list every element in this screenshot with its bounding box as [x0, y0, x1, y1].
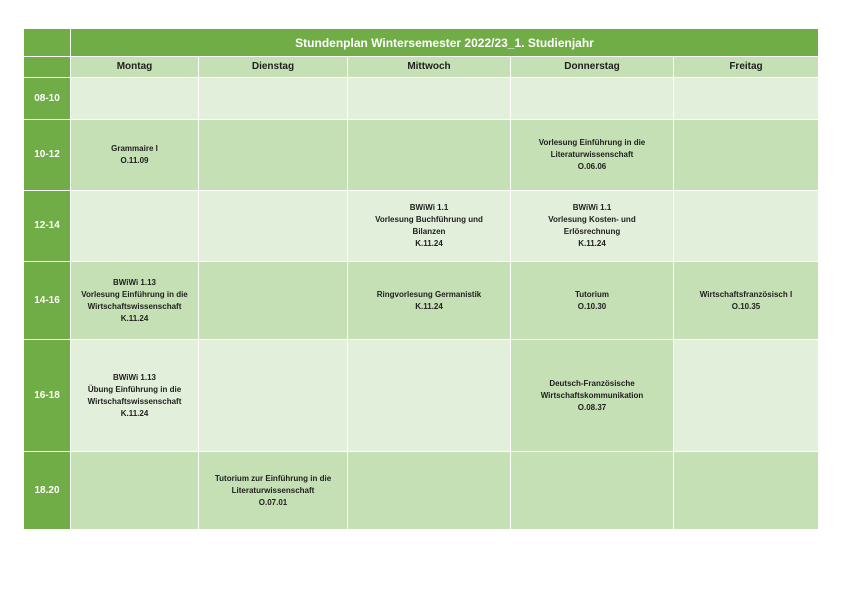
schedule-cell	[199, 262, 348, 340]
schedule-cell	[674, 120, 819, 191]
course-line: BWiWi 1.1	[409, 203, 449, 212]
schedule-cell	[674, 262, 819, 340]
course-line: O.10.30	[577, 301, 607, 311]
schedule-cell	[348, 262, 511, 340]
course-line: Literaturwissenschaft	[231, 485, 315, 495]
timetable-title: Stundenplan Wintersemester 2022/23_1. Studienjahr	[71, 29, 819, 57]
schedule-cell	[71, 120, 199, 191]
schedule-cell	[348, 452, 511, 530]
course-line: Wirtschaftswissenschaft	[87, 301, 182, 311]
course-line: BWiWi 1.13	[113, 277, 156, 287]
course-line: K.11.24	[578, 239, 606, 248]
schedule-cell	[674, 340, 819, 452]
course-line: Erlösrechnung	[563, 227, 621, 236]
course-line: K.11.24	[415, 301, 443, 311]
course-line: K.11.24	[120, 313, 149, 323]
schedule-cell	[511, 120, 674, 191]
course-line: BWiWi 1.13	[113, 372, 156, 382]
course-line: O.10.35	[731, 301, 761, 311]
schedule-cell	[674, 191, 819, 262]
schedule-cell	[71, 191, 199, 262]
course-line: Wirtschaftskommunikation	[540, 390, 644, 400]
time-slot: 16-18	[24, 340, 71, 452]
schedule-cell	[348, 191, 511, 262]
time-slot: 10-12	[24, 120, 71, 191]
course-line: Wirtschaftswissenschaft	[87, 396, 182, 406]
corner-cell	[24, 29, 71, 57]
course-line: Ringvorlesung Germanistik	[376, 289, 482, 299]
course-line: Vorlesung Buchführung und	[375, 215, 483, 224]
course-line: Tutorium	[574, 289, 610, 299]
course-line: O.06.06	[577, 162, 607, 171]
day-header-tuesday: Dienstag	[199, 57, 348, 78]
schedule-cell	[511, 340, 674, 452]
course-line: Grammaire I	[111, 144, 158, 153]
course-line: K.11.24	[120, 408, 149, 418]
schedule-cell	[674, 452, 819, 530]
time-slot: 12-14	[24, 191, 71, 262]
schedule-cell	[199, 191, 348, 262]
course-line: Bilanzen	[412, 227, 446, 236]
schedule-cell	[199, 340, 348, 452]
schedule-cell	[71, 78, 199, 120]
course-line: Wirtschaftsfranzösisch I	[699, 289, 793, 299]
course-line: Vorlesung Kosten- und	[548, 215, 636, 224]
schedule-cell	[71, 452, 199, 530]
time-slot: 14-16	[24, 262, 71, 340]
schedule-cell	[71, 262, 199, 340]
schedule-cell	[199, 452, 348, 530]
corner-cell	[24, 57, 71, 78]
course-line: O.11.09	[120, 156, 149, 165]
schedule-cell	[199, 120, 348, 191]
course-line: Literaturwissenschaft	[550, 150, 634, 159]
schedule-cell	[348, 120, 511, 191]
course-line: Deutsch-Französische	[549, 378, 635, 388]
course-line: Tutorium zur Einführung in die	[214, 473, 332, 483]
day-header-wednesday: Mittwoch	[348, 57, 511, 78]
schedule-cell	[71, 340, 199, 452]
schedule-cell	[348, 78, 511, 120]
day-header-monday: Montag	[71, 57, 199, 78]
time-slot: 08-10	[24, 78, 71, 120]
schedule-cell	[511, 78, 674, 120]
schedule-cell	[511, 452, 674, 530]
schedule-cell	[511, 191, 674, 262]
course-line: Vorlesung Einführung in die	[538, 138, 646, 147]
course-line: Übung Einführung in die	[87, 384, 182, 394]
course-line: K.11.24	[415, 239, 443, 248]
day-header-thursday: Donnerstag	[511, 57, 674, 78]
course-line: BWiWi 1.1	[572, 203, 612, 212]
course-line: O.07.01	[258, 497, 288, 507]
course-line: Vorlesung Einführung in die	[81, 289, 188, 299]
schedule-cell	[674, 78, 819, 120]
schedule-cell	[511, 262, 674, 340]
time-slot: 18.20	[24, 452, 71, 530]
day-header-friday: Freitag	[674, 57, 819, 78]
course-line: O.08.37	[577, 402, 607, 412]
schedule-cell	[199, 78, 348, 120]
schedule-cell	[348, 340, 511, 452]
timetable	[23, 28, 819, 530]
